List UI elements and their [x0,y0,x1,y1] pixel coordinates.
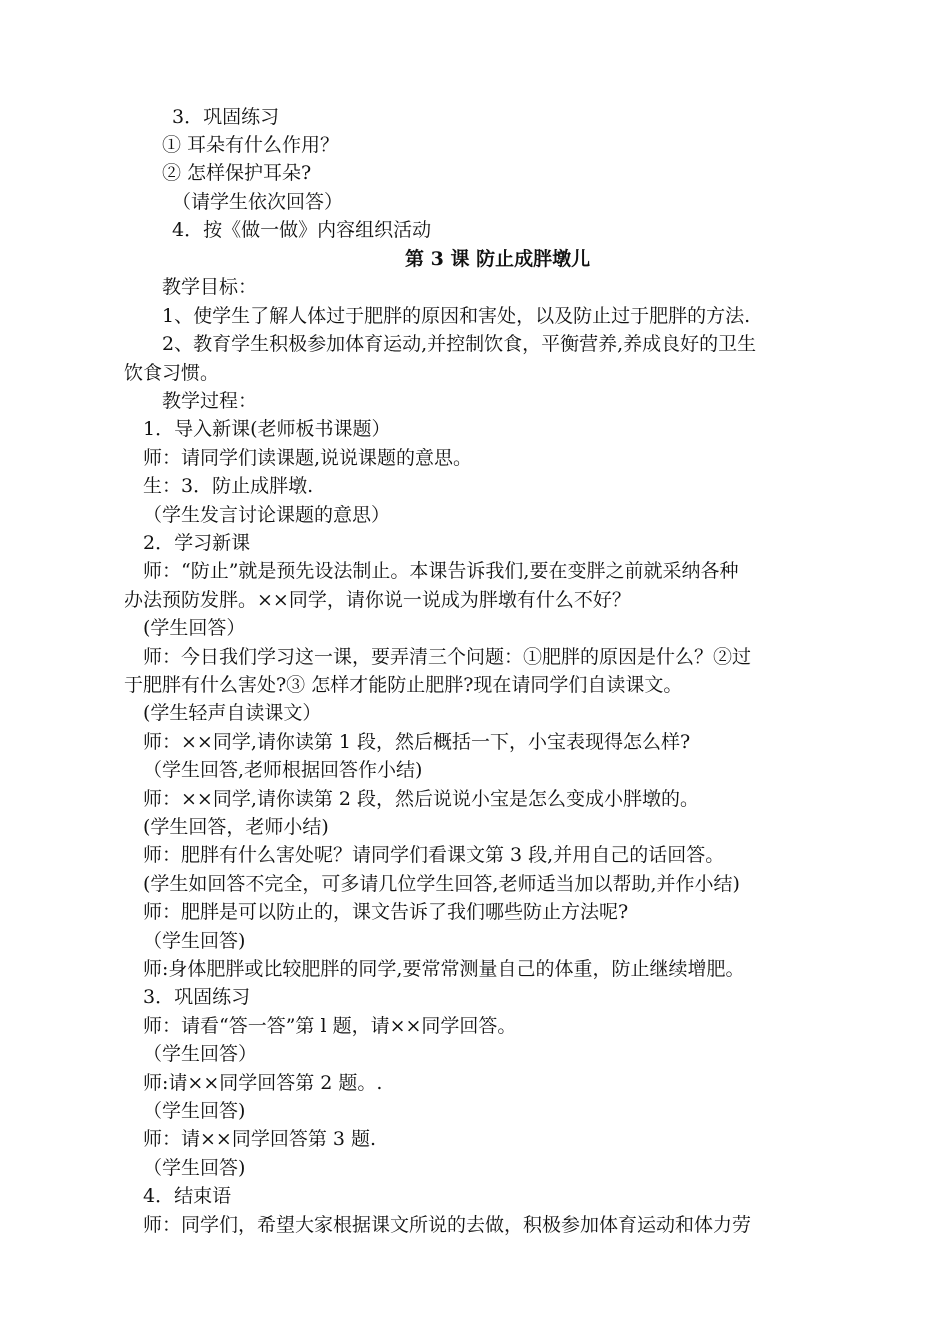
text-line: 师：××同学,请你读第 1 段，然后概括一下，小宝表现得怎么样? [143,731,691,753]
text-line: （学生发言讨论课题的意思） [143,504,391,526]
text-line: 师：请同学们读课题,说说课题的意思。 [143,447,473,469]
text-line: 3．巩固练习 [143,986,251,1008]
text-line: 教学目标： [162,276,258,298]
text-line: 师：肥胖有什么害处呢？请同学们看课文第 3 段,并用自己的话回答。 [143,844,725,866]
text-line: 饮食习惯。 [124,362,220,384]
text-line: 师：“防止”就是预先设法制止。本课告诉我们,要在变胖之前就采纳各种 [143,560,739,582]
text-line: 4．按《做一做》内容组织活动 [172,219,432,241]
text-line: (学生回答） [143,617,246,639]
text-line: 2、教育学生积极参加体育运动,并控制饮食，平衡营养,养成良好的卫生 [162,333,757,355]
text-line: ① 耳朵有什么作用？ [162,134,340,156]
text-line: 办法预防发胖。××同学，请你说一说成为胖墩有什么不好？ [124,589,631,611]
text-line: 师：今日我们学习这一课，要弄清三个问题：①肥胖的原因是什么？②过 [143,646,752,668]
text-line: 师：肥胖是可以防止的，课文告诉了我们哪些防止方法呢? [143,901,629,923]
text-line: （学生回答） [143,1043,258,1065]
text-line: (学生轻声自读课文） [143,702,322,724]
lesson-title: 第 3 课 防止成胖墩儿 [405,248,591,270]
text-line: 生：3．防止成胖墩. [143,475,314,497]
text-line: (学生回答，老师小结) [143,816,329,838]
text-line: （学生回答,老师根据回答作小结) [143,759,423,781]
text-line: 师：请看“答一答”第 l 题，请××同学回答。 [143,1015,517,1037]
text-line: 3．巩固练习 [172,106,280,128]
text-line: 2．学习新课 [143,532,251,554]
text-line: （学生回答) [143,930,246,952]
text-line: 师：××同学,请你读第 2 段，然后说说小宝是怎么变成小胖墩的。 [143,788,700,810]
text-line: 于肥胖有什么害处?③ 怎样才能防止肥胖?现在请同学们自读课文。 [124,674,683,696]
text-line: 师：请××同学回答第 3 题. [143,1128,377,1150]
text-line: 1、使学生了解人体过于肥胖的原因和害处，以及防止过于肥胖的方法. [162,305,751,327]
text-line: 师:请××同学回答第 2 题。. [143,1072,383,1094]
text-line: （学生回答) [143,1100,246,1122]
text-line: （请学生依次回答） [172,191,344,213]
text-line: 4．结束语 [143,1185,232,1207]
text-line: (学生如回答不完全，可多请几位学生回答,老师适当加以帮助,并作小结) [143,873,740,895]
text-line: 师：同学们，希望大家根据课文所说的去做，积极参加体育运动和体力劳 [143,1214,752,1236]
text-line: 教学过程： [162,390,258,412]
text-line: 师:身体肥胖或比较肥胖的同学,要常常测量自己的体重，防止继续增肥。 [143,958,745,980]
text-line: （学生回答) [143,1157,246,1179]
text-line: 1．导入新课(老师板书课题） [143,418,391,440]
text-line: ② 怎样保护耳朵? [162,162,312,184]
